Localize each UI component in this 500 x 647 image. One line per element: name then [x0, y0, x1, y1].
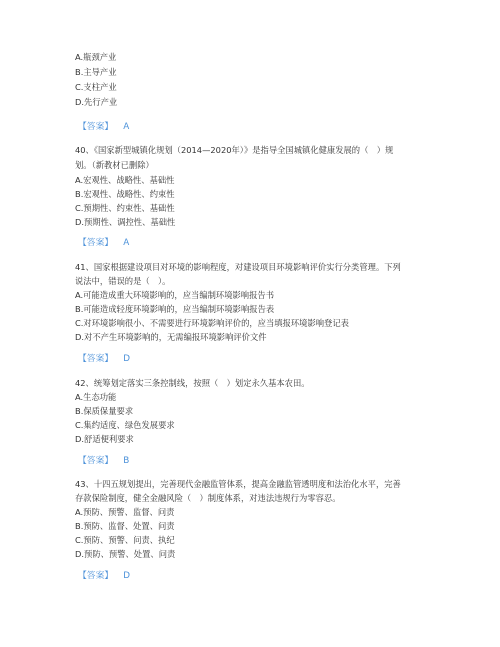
answer-value: A — [123, 122, 130, 132]
question-40-line-1: 40、《国家新型城镇化规划（2014—2020年）》是指导全国城镇化健康发展的（ ）规 — [75, 145, 394, 155]
option-c: C.对环境影响很小、不需要进行环境影响评价的，应当填报环境影响登记表 — [75, 318, 349, 328]
option-d: D.先行产业 — [75, 97, 118, 107]
option-b: B.保质保量要求 — [75, 406, 134, 416]
option-c: C.预防、预警、问责、执纪 — [75, 535, 175, 545]
option-c: C.集约适度、绿色发展要求 — [75, 420, 175, 430]
answer-value: D — [123, 354, 130, 364]
option-b: B.可能造成轻度环境影响的，应当编制环境影响报告表 — [75, 304, 275, 314]
answer-value: A — [123, 238, 130, 248]
question-43-line-1: 43、十四五规划提出，完善现代金融监管体系，提高金融监管透明度和法治化水平，完善 — [75, 479, 401, 489]
option-c: C.支柱产业 — [75, 82, 117, 92]
option-c: C.预期性、约束性、基础性 — [75, 203, 175, 213]
option-a: A.预防、预警、监督、问责 — [75, 507, 175, 517]
answer-label: 【答案】 — [78, 571, 114, 581]
option-a: A.瓶颈产业 — [75, 52, 117, 62]
option-d: D.预防、预警、处置、问责 — [75, 549, 176, 559]
question-43-line-2: 存款保险制度，健全金融风险（ ）制度体系，对违法违规行为零容忍。 — [75, 493, 341, 503]
answer-line — [78, 455, 129, 467]
option-a: A.生态功能 — [75, 392, 117, 402]
option-d: D.舒适便利要求 — [75, 434, 134, 444]
answer-value: B — [123, 456, 130, 466]
option-d: D.预期性、调控性、基础性 — [75, 217, 176, 227]
answer-value: D — [123, 571, 130, 581]
question-41-line-1: 41、国家根据建设项目对环境的影响程度，对建设项目环境影响评价实行分类管理。下列 — [75, 262, 401, 272]
answer-line — [78, 353, 130, 365]
question-40-line-2: 划。（新教材已删除） — [75, 160, 154, 170]
answer-label: 【答案】 — [78, 122, 114, 132]
option-b: B.预防、监督、处置、问责 — [75, 521, 175, 531]
option-a: A.可能造成重大环境影响的，应当编制环境影响报告书 — [75, 290, 274, 300]
option-b: B.宏观性、战略性、约束性 — [75, 189, 175, 199]
question-41-line-2: 说法中，错误的是（ ）。 — [75, 276, 171, 286]
answer-label: 【答案】 — [78, 238, 114, 248]
answer-line — [78, 570, 130, 582]
question-42-line-1: 42、统筹划定落实三条控制线，按照（ ）划定永久基本农田。 — [75, 378, 310, 388]
answer-line — [78, 237, 129, 249]
option-b: B.主导产业 — [75, 67, 117, 77]
answer-label: 【答案】 — [78, 456, 114, 466]
answer-label: 【答案】 — [78, 354, 114, 364]
option-d: D.对不产生环境影响的，无需编报环境影响评价文件 — [75, 332, 267, 342]
option-a: A.宏观性、战略性、基础性 — [75, 175, 175, 185]
answer-line — [78, 121, 129, 133]
